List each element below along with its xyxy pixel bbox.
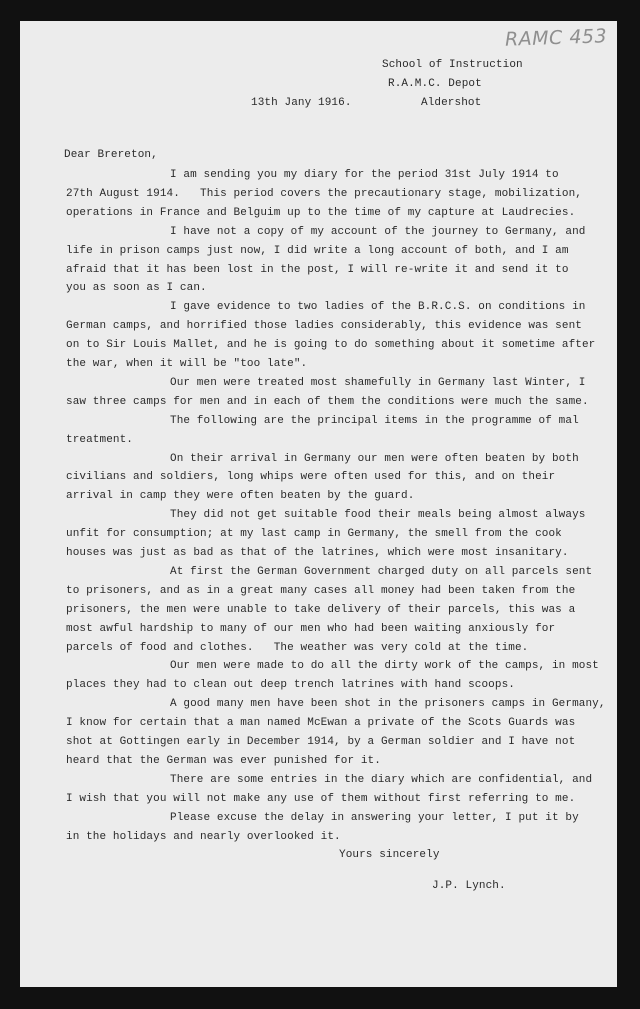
body-line: Our men were treated most shamefully in Germany last Winter, I (170, 376, 586, 389)
body-line: life in prison camps just now, I did write a long account of both, and I am (66, 244, 569, 257)
body-line: I wish that you will not make any use of them without first referring to me. (66, 792, 576, 805)
body-line: heard that the German was ever punished for it. (66, 754, 381, 767)
letterhead-line-1: School of Instruction (382, 59, 523, 71)
body-line: unfit for consumption; at my last camp in Germany, the smell from the cook (66, 528, 562, 541)
salutation: Dear Brereton, (64, 149, 158, 161)
body-line: treatment. (66, 433, 134, 446)
body-line: arrival in camp they were often beaten by the guard. (66, 490, 415, 503)
body-line: shot at Gottingen early in December 1914, by a German soldier and I have not (66, 736, 576, 748)
body-line: to prisoners, and as in a great many cases all money had been taken from the (66, 584, 576, 597)
body-line: They did not get suitable food their meals being almost always (170, 509, 586, 522)
body-line: There are some entries in the diary which are confidential, and (170, 773, 593, 786)
body-line: on to Sir Louis Mallet, and he is going to do something about it sometime after (66, 339, 596, 352)
body-line: prisoners, the men were unable to take delivery of their parcels, this was a (66, 603, 576, 616)
body-line: A good many men have been shot in the prisoners camps in Germany, (170, 698, 606, 711)
body-line: I know for certain that a man named McEwan a private of the Scots Guards was (66, 717, 576, 730)
letterhead-line-3: Aldershot (421, 97, 482, 109)
body-line: places they had to clean out deep trench latrines with hand scoops. (66, 679, 515, 692)
body-line: Our men were made to do all the dirty work of the camps, in most (170, 660, 599, 673)
body-line: parcels of food and clothes. The weather was very cold at the time. (66, 641, 529, 654)
body-line: in the holidays and nearly overlooked it. (66, 830, 341, 843)
letter-date: 13th Jany 1916. (251, 97, 352, 109)
letterhead-line-2: R.A.M.C. Depot (388, 78, 482, 90)
signature: J.P. Lynch. (432, 880, 506, 892)
body-line: I gave evidence to two ladies of the B.R.C.S. on conditions in (170, 301, 586, 314)
letter-page (20, 21, 617, 987)
body-line: German camps, and horrified those ladies considerably, this evidence was sent (66, 320, 582, 333)
body-line: houses was just as bad as that of the latrines, which were most insanitary. (66, 547, 569, 559)
body-line: saw three camps for men and in each of them the conditions were much the same. (66, 395, 589, 408)
archive-reference-mark: RAMC 453 (504, 25, 608, 51)
body-line: At first the German Government charged duty on all parcels sent (170, 565, 593, 578)
body-line: On their arrival in Germany our men were often beaten by both (170, 452, 579, 465)
body-line: I have not a copy of my account of the journey to Germany, and (170, 225, 586, 238)
body-line: the war, when it will be "too late". (66, 358, 308, 370)
body-line: 27th August 1914. This period covers the precautionary stage, mobilization, (66, 187, 582, 200)
body-line: most awful hardship to many of our men who had been waiting anxiously for (66, 622, 556, 635)
body-line: you as soon as I can. (66, 282, 207, 295)
body-line: operations in France and Belguim up to the time of my capture at Laudrecies. (66, 206, 576, 219)
body-line: civilians and soldiers, long whips were often used for this, and on their (66, 471, 556, 484)
body-line: The following are the principal items in the programme of mal (170, 414, 579, 427)
body-line: afraid that it has been lost in the post, I will re-write it and send it to (66, 263, 569, 276)
closing: Yours sincerely (339, 849, 440, 861)
body-line: Please excuse the delay in answering your letter, I put it by (170, 811, 579, 824)
body-line: I am sending you my diary for the period 31st July 1914 to (170, 169, 559, 181)
